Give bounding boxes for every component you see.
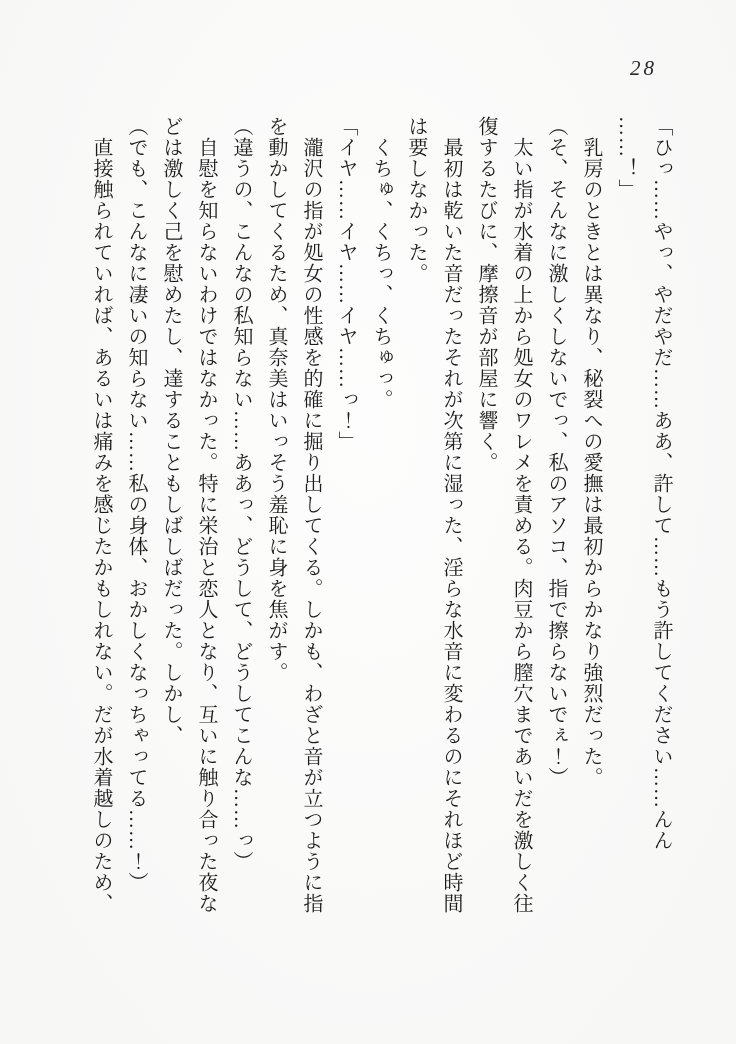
novel-text-block (83, 116, 678, 928)
text-line: 自慰を知らないわけではなかった。特に栄治と恋人となり、互いに触り合った夜な (195, 116, 217, 914)
text-line: ……！」 (615, 116, 637, 200)
text-line: 太い指が水着の上から処女のワレメを責める。肉豆から膣穴まであいだを激しく往 (510, 116, 532, 914)
text-line: （そ、そんなに激しくしないでっ、私のアソコ、指で擦らないでぇ！） (545, 116, 567, 788)
page-number: 28 (630, 56, 657, 80)
text-line: 「ひっ……やっ、やだやだ……ああ、許して……もう許してください……んん (650, 116, 672, 851)
text-line: 直接触られていれば、あるいは痛みを感じたかもしれない。だが水着越しのため、 (90, 116, 112, 914)
text-line: は要しなかった。 (405, 116, 427, 284)
text-line: （でも、こんなに凄いの知らない……私の身体、おかしくなっちゃってる……！） (125, 116, 147, 893)
text-line: （違うの、こんなの私知らない……ああっ、どうして、どうしてこんな……っ） (230, 116, 252, 872)
text-line: 復するたびに、摩擦音が部屋に響く。 (475, 116, 497, 473)
text-line: 瀧沢の指が処女の性感を的確に掘り出してくる。しかも、わざと音が立つように指 (300, 116, 322, 914)
text-line: 最初は乾いた音だったそれが次第に湿った、淫らな水音に変わるのにそれほど時間 (440, 116, 462, 914)
text-line: どは激しく己を慰めたし、達することもしばしばだった。しかし、 (160, 116, 182, 746)
text-line: 乳房のときとは異なり、秘裂への愛撫は最初からかなり強烈だった。 (580, 116, 602, 788)
text-line: くちゅ、くちっ、くちゅっ。 (370, 116, 392, 410)
text-line: 「イヤ……イヤ……イヤ……っ！」 (335, 116, 357, 452)
text-line: を動かしてくるため、真奈美はいっそう羞恥に身を焦がす。 (265, 116, 287, 683)
